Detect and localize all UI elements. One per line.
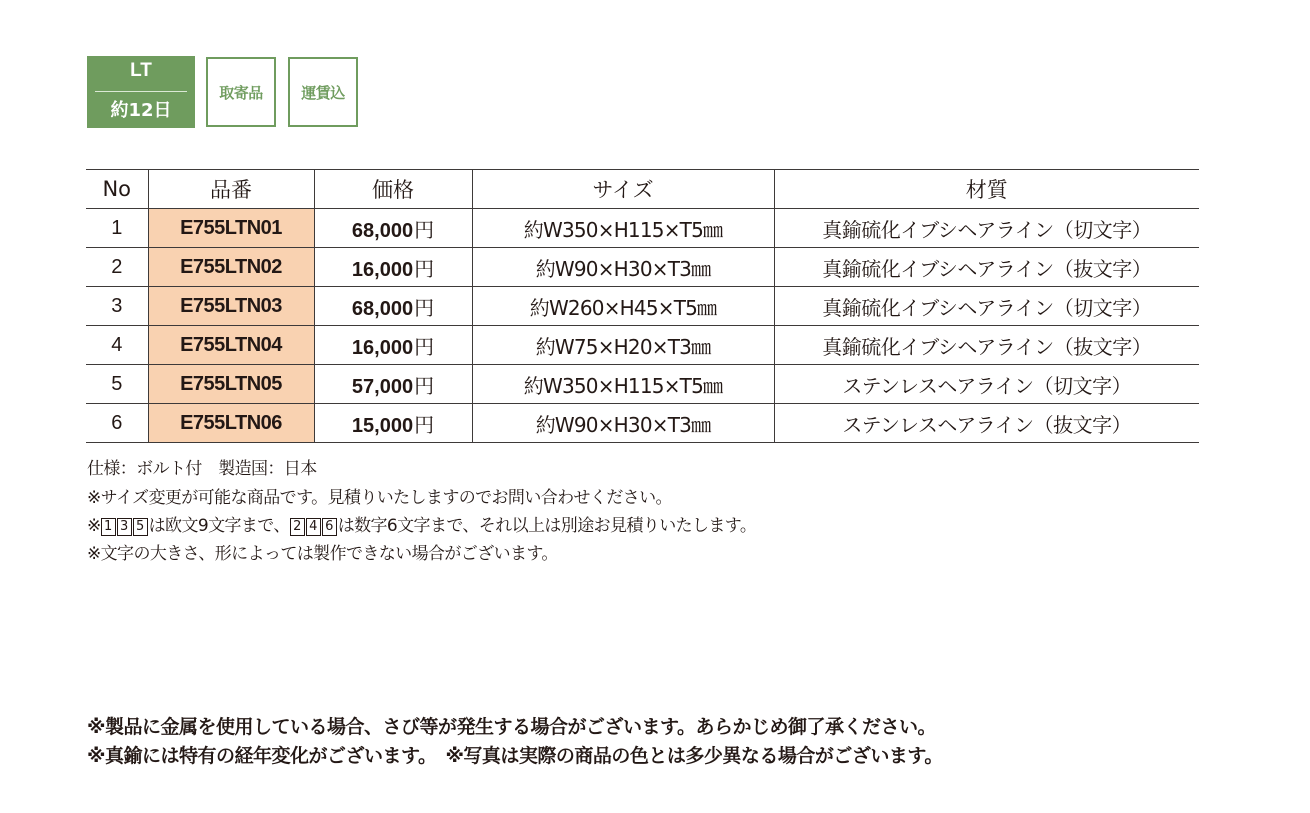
- table-row: [86, 365, 1199, 404]
- header-size: サイズ: [472, 170, 774, 209]
- row-no: 3: [86, 287, 148, 326]
- boxed-number: 2: [290, 518, 305, 536]
- row-size: 約W90×H30×T3㎜: [472, 404, 774, 443]
- lead-time-value: 約12日: [110, 100, 172, 121]
- yen-unit: 円: [414, 217, 435, 242]
- yen-unit: 円: [414, 334, 435, 359]
- header-no: No: [86, 170, 148, 209]
- boxed-number: 6: [322, 518, 337, 536]
- yen-unit: 円: [414, 373, 435, 398]
- shipping-included-badge: 運賃込: [288, 57, 358, 127]
- row-code: E755LTN01: [148, 209, 314, 248]
- yen-unit: 円: [414, 295, 435, 320]
- row-code: E755LTN03: [148, 287, 314, 326]
- table-header-row: [86, 170, 1199, 209]
- yen-unit: 円: [414, 256, 435, 281]
- table-row: [86, 209, 1199, 248]
- limit-text-latin: は欧文9文字まで、: [148, 516, 290, 536]
- price-value: 68,000: [351, 219, 414, 242]
- row-material: 真鍮硫化イブシヘアライン（切文字）: [774, 287, 1199, 326]
- lead-time-divider: [95, 91, 187, 92]
- brass-photo-note: ※真鍮には特有の経年変化がございます。 ※写真は実際の商品の色とは多少異なる場合がございます。: [87, 745, 943, 767]
- row-code: E755LTN04: [148, 326, 314, 365]
- boxed-number: 5: [133, 518, 148, 536]
- boxed-number: 4: [306, 518, 321, 536]
- row-material: ステンレスヘアライン（抜文字）: [774, 404, 1199, 443]
- row-material: ステンレスヘアライン（切文字）: [774, 365, 1199, 404]
- price-value: 57,000: [351, 375, 414, 398]
- limit-text-digits: は数字6文字まで、それ以上は別途お見積りいたします。: [337, 516, 757, 536]
- size-change-note: ※サイズ変更が可能な商品です。見積りいたしますのでお問い合わせください。: [87, 488, 672, 508]
- table-row: [86, 326, 1199, 365]
- row-material: 真鍮硫化イブシヘアライン（切文字）: [774, 209, 1199, 248]
- boxed-number: 1: [101, 518, 116, 536]
- row-code: E755LTN06: [148, 404, 314, 443]
- row-price: [314, 248, 472, 287]
- row-no: 4: [86, 326, 148, 365]
- header-code: 品番: [148, 170, 314, 209]
- header-price: 価格: [314, 170, 472, 209]
- row-size: 約W260×H45×T5㎜: [472, 287, 774, 326]
- lead-time-badge: [87, 56, 195, 128]
- row-size: 約W350×H115×T5㎜: [472, 365, 774, 404]
- row-material: 真鍮硫化イブシヘアライン（抜文字）: [774, 326, 1199, 365]
- character-limit-note: [87, 511, 756, 536]
- price-value: 68,000: [351, 297, 414, 320]
- row-code: E755LTN02: [148, 248, 314, 287]
- order-item-badge: 取寄品: [206, 57, 276, 127]
- row-size: 約W90×H30×T3㎜: [472, 248, 774, 287]
- size-shape-note: ※文字の大きさ、形によっては製作できない場合がございます。: [87, 544, 558, 564]
- boxed-number: 3: [117, 518, 132, 536]
- table-row: [86, 404, 1199, 443]
- row-size: 約W350×H115×T5㎜: [472, 209, 774, 248]
- row-no: 5: [86, 365, 148, 404]
- row-no: 1: [86, 209, 148, 248]
- row-price: [314, 365, 472, 404]
- price-value: 16,000: [351, 258, 414, 281]
- row-code: E755LTN05: [148, 365, 314, 404]
- header-material: 材質: [774, 170, 1199, 209]
- yen-unit: 円: [414, 412, 435, 437]
- table-row: [86, 287, 1199, 326]
- row-no: 6: [86, 404, 148, 443]
- row-price: [314, 287, 472, 326]
- spec-note: 仕様：ボルト付 製造国：日本: [87, 459, 317, 479]
- metal-rust-note: ※製品に金属を使用している場合、さび等が発生する場合がございます。あらかじめ御了承ください。: [87, 716, 936, 738]
- row-size: 約W75×H20×T3㎜: [472, 326, 774, 365]
- price-value: 15,000: [351, 414, 414, 437]
- row-price: [314, 326, 472, 365]
- row-material: 真鍮硫化イブシヘアライン（抜文字）: [774, 248, 1199, 287]
- row-price: [314, 404, 472, 443]
- lead-time-label: LT: [130, 60, 152, 81]
- row-price: [314, 209, 472, 248]
- note-prefix: ※: [87, 516, 101, 536]
- row-no: 2: [86, 248, 148, 287]
- price-value: 16,000: [351, 336, 414, 359]
- table-row: [86, 248, 1199, 287]
- product-spec-table: [86, 169, 1199, 443]
